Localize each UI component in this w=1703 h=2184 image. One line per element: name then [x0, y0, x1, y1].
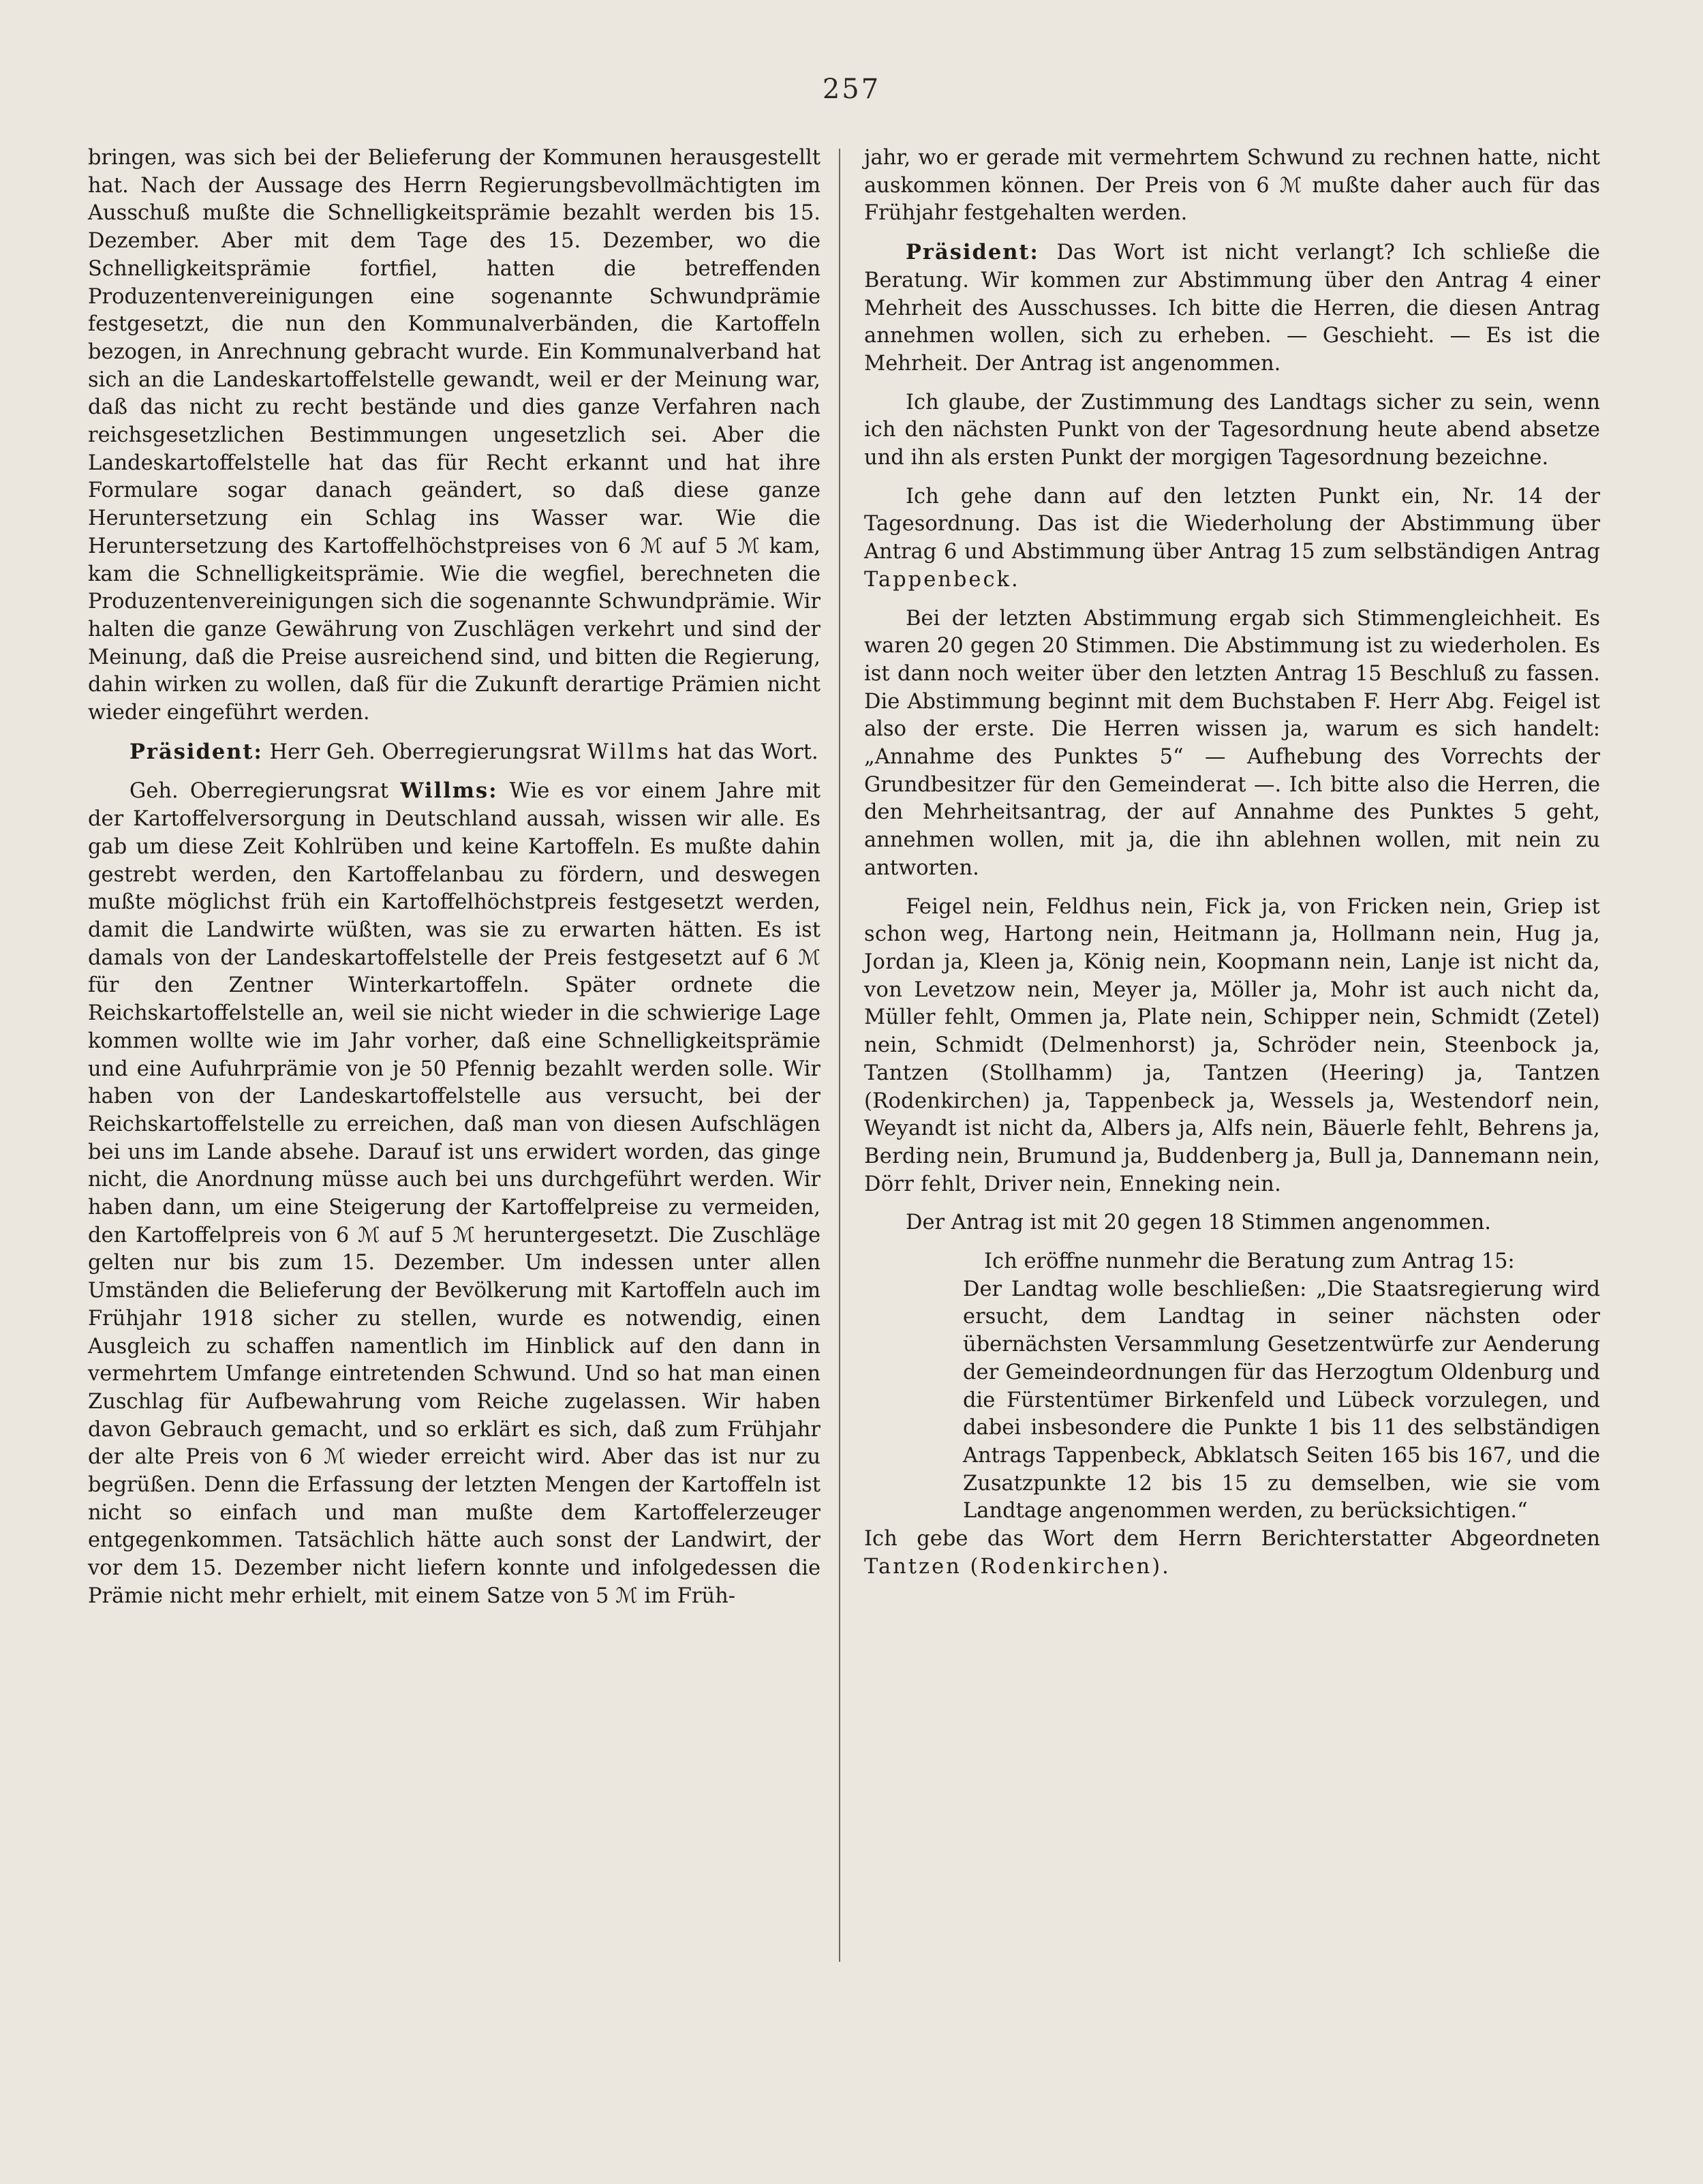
page-number: 257 — [822, 74, 881, 105]
speaker-name: Willms — [587, 740, 671, 764]
motion-text: Der Landtag wolle beschließen: „Die Staatsregierung wird ersucht, dem Landtag in seiner nächsten oder übernächsten Versammlung Gesetzentwürfe zur Aenderung der Gemeindeordnungen für das Herzogtum Oldenburg und die Fürstentümer Birkenfeld und Lübeck vorzulegen, und dabei insbesondere die Punkte 1 bis 11 des selbständigen Antrags Tappenbeck, Abklatsch Seiten 165 bis 167, und die Zusatzpunkte 12 bis 15 zu demselben, wie sie vom Landtage angenommen werden, zu berücksichtigen.“ — [963, 1277, 1600, 1523]
person-name: Tappenbeck — [864, 567, 1012, 592]
paragraph: jahr, wo er gerade mit vermehrtem Schwund zu rechnen hatte, nicht auskommen können. Der Preis von 6 ℳ mußte daher auch für das Frühjahr festgehalten werden. — [864, 146, 1600, 226]
paragraph-text: . — [1162, 1554, 1169, 1579]
paragraph-text: Herr Geh. Oberregierungsrat — [262, 740, 587, 764]
paragraph: bringen, was sich bei der Belieferung der Kommunen herausgestellt hat. Nach der Aussage des Herrn Regierungsbevollmächtigten im Ausschuß mußte die Schnelligkeitsprämie bezahlt werden bis 15. Dezember. Aber mit dem Tage des 15. Dezember, wo die Schnelligkeitsprämie fortfiel, hatten die betreffenden Produzentenvereinigungen eine sogenannte Schwundprämie festgesetzt, die nun den Kommunalverbänden, die Kartoffeln bezogen, in Anrechnung gebracht wurde. Ein Kommunalverband hat sich an die Landeskartoffelstelle gewandt, weil er der Meinung war, daß das nicht zu recht bestände und dies ganze Verfahren nach reichsgesetzlichen Bestimmungen ungesetzlich sei. Aber die Landeskartoffelstelle hat das für Recht erkannt und hat ihre Formulare sogar danach geändert, so daß diese ganze Heruntersetzung ein Schlag ins Wasser war. Wie die Heruntersetzung des Kartoffelhöchstpreises von 6 ℳ auf 5 ℳ kam, kam die Schnelligkeitsprämie. Wie die wegfiel, berechneten die Produzentenvereinigungen sich die sogenannte Schwundprämie. Wir halten die ganze Gewährung von Zuschlägen verkehrt und sind der Meinung, daß die Preise ausreichend sind, und bitten die Regierung, dahin wirken zu wollen, daß für die Zukunft derartige Prämien nicht wieder eingeführt werden. — [88, 146, 820, 725]
paragraph: Der Antrag ist mit 20 gegen 18 Stimmen angenommen. — [906, 1211, 1491, 1235]
right-column — [864, 145, 1600, 1581]
paragraph-text: hat das Wort. — [670, 740, 818, 764]
motion-block — [942, 1248, 1600, 1526]
paragraph-text: Das Wort ist nicht verlangt? Ich schließe die Beratung. Wir kommen zur Abstimmung über den Antrag 4 einer Mehrheit des Ausschusses. Ich bitte die Herren, die diesen Antrag annehmen wollen, sich zu erheben. — Geschieht. — Es ist die Mehrheit. Der Antrag ist angenommen. — [864, 241, 1600, 376]
paragraph: Ich eröffne nunmehr die Beratung zum Antrag 15: — [984, 1249, 1515, 1274]
paragraph: Ich glaube, der Zustimmung des Landtags sicher zu sein, wenn ich den nächsten Punkt von der Tagesordnung heute abend absetze und ihn als ersten Punkt der morgigen Tagesordnung bezeichne. — [864, 390, 1600, 470]
paragraph — [864, 239, 1600, 378]
paragraph — [864, 1526, 1600, 1581]
vote-list: Feigel nein, Feldhus nein, Fick ja, von Fricken nein, Griep ist schon weg, Hartong nein, Heitmann ja, Hollmann nein, Hug ja, Jordan ja, Kleen ja, König nein, Koopmann nein, Lanje ist nicht da, von Levetzow nein, Meyer ja, Möller ja, Mohr ist auch nicht da, Müller fehlt, Ommen ja, Plate nein, Schipper nein, Schmidt (Zetel) nein, Schmidt (Delmenhorst) ja, Schröder nein, Steenbock ja, Tantzen (Stollhamm) ja, Tantzen (Heering) ja, Tantzen (Rodenkirchen) ja, Tappenbeck ja, Wessels ja, Westendorf nein, Weyandt ist nicht da, Albers ja, Alfs nein, Bäuerle fehlt, Behrens ja, Berding nein, Brumund ja, Buddenberg ja, Bull ja, Dannemann nein, Dörr fehlt, Driver nein, Enneking nein. — [864, 894, 1600, 1196]
speaker-title: Geh. Oberregierungsrat — [129, 779, 401, 804]
person-name: Tantzen (Rodenkirchen) — [864, 1554, 1163, 1579]
paragraph-text: . — [1011, 567, 1018, 592]
paragraph — [88, 738, 820, 767]
paragraph-text: Wie es vor einem Jahre mit der Kartoffelversorgung in Deutschland aussah, wissen wir alle. Es gab um diese Zeit Kohlrüben und keine Kartoffeln. Es mußte dahin gestrebt werden, den Kartoffelanbau zu fördern, und deswegen mußte möglichst früh ein Kartoffelhöchstpreis festgesetzt werden, damit die Landwirte wüßten, was sie zu erwarten hätten. Es ist damals von der Landeskartoffelstelle der Preis festgesetzt auf 6 ℳ für den Zentner Winterkartoffeln. Später ordnete die Reichskartoffelstelle an, weil sie nicht wieder in die schwierige Lage kommen wollte wie im Jahr vorher, daß eine Schnelligkeitsprämie und eine Aufuhrprämie von je 50 Pfennig bezahlt werden solle. Wir haben von der Landeskartoffelstelle aus versucht, bei der Reichskartoffelstelle zu erreichen, daß man von diesen Aufschlägen bei uns im Lande absehe. Darauf ist uns erwidert worden, das ginge nicht, die Anordnung müsse auch bei uns durchgeführt werden. Wir haben dann, um eine Steigerung der Kartoffelpreise zu vermeiden, den Kartoffelpreis von 6 ℳ auf 5 ℳ heruntergesetzt. Die Zuschläge gelten nur bis zum 15. Dezember. Um indessen unter allen Umständen die Belieferung der Bevölkerung mit Kartoffeln auch im Frühjahr 1918 sicher zu stellen, wurde es notwendig, einen Ausgleich zu schaffen namentlich im Hinblick auf den dann in vermehrtem Umfange eintretenden Schwund. Und so hat man einen Zuschlag für Aufbewahrung vom Reiche zugelassen. Wir haben davon Gebrauch gemacht, und so erklärt es sich, daß zum Frühjahr der alte Preis von 6 ℳ wieder erreicht wird. Aber das ist nur zu begrüßen. Denn die Erfassung der letzten Mengen der Kartoffeln ist nicht so einfach und man mußte dem Kartoffelerzeuger entgegenkommen. Tatsächlich hätte auch sonst der Landwirt, der vor dem 15. Dezember nicht liefern konnte und infolgedessen die Prämie nicht mehr erhielt, mit einem Satze von 5 ℳ im Früh- — [88, 779, 821, 1608]
paragraph — [88, 777, 820, 1610]
speaker-label: Präsident: — [129, 739, 263, 764]
paragraph: Bei der letzten Abstimmung ergab sich Stimmengleichheit. Es waren 20 gegen 20 Stimmen. Die Abstimmung ist zu wiederholen. Es ist dann noch weiter über den letzten Antrag 15 Beschluß zu fassen. Die Abstimmung beginnt mit dem Buchstaben F. Herr Abg. Feigel ist also der erste. Die Herren wissen ja, warum es sich handelt: „Annahme des Punktes 5“ — Aufhebung des Vorrechts der Grundbesitzer für den Gemeinderat —. Ich bitte also die Herren, die den Mehrheitsantrag, der auf Annahme des Punktes 5 geht, annehmen wollen, mit ja, die ihn ablehnen wollen, mit nein zu antworten. — [864, 606, 1600, 880]
left-column — [88, 145, 820, 1611]
speaker-label: Präsident: — [906, 240, 1039, 265]
paragraph-text: Ich gehe dann auf den letzten Punkt ein, Nr. 14 der Tagesordnung. Das ist die Wiederholung der Abstimmung über Antrag 6 und Abstimmung über Antrag 15 zum selbständigen Antrag — [864, 484, 1600, 564]
column-divider — [839, 149, 840, 1962]
speaker-label: Willms: — [400, 778, 498, 804]
paragraph — [864, 483, 1600, 594]
paragraph-text: Ich gebe das Wort dem Herrn Berichterstatter Abgeordneten — [864, 1527, 1600, 1551]
